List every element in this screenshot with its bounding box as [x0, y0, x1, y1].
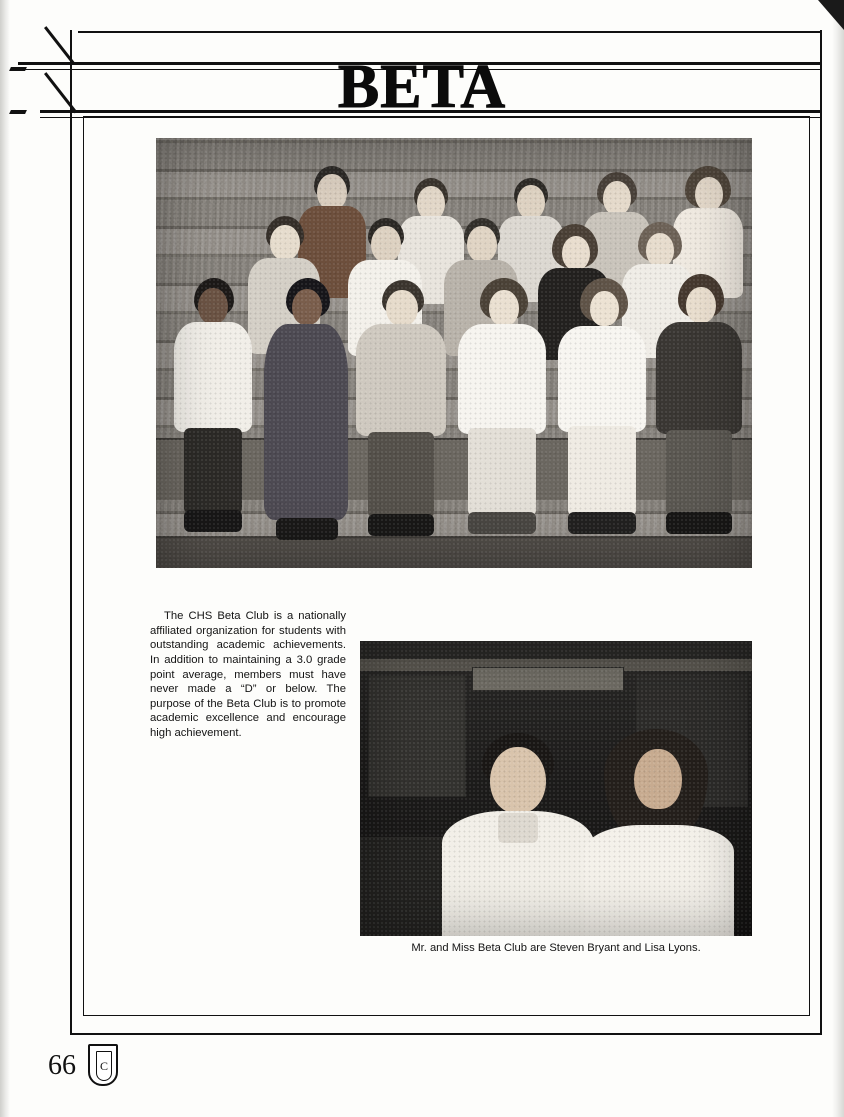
school-crest — [88, 1044, 118, 1086]
shoes — [568, 512, 636, 534]
torso — [458, 324, 546, 434]
shoes — [184, 510, 242, 532]
header-rule-1 — [78, 31, 822, 33]
head — [489, 290, 519, 326]
shoes — [276, 518, 338, 540]
beta-club-group-photo — [156, 138, 752, 568]
group-member — [556, 278, 650, 546]
head — [417, 186, 445, 220]
scan-edge-right — [832, 0, 844, 1117]
head — [603, 181, 631, 215]
head — [590, 291, 619, 326]
photo-caption: Mr. and Miss Beta Club are Steven Bryant and Lisa Lyons. — [411, 942, 701, 954]
window-panel — [472, 667, 624, 691]
legs — [666, 430, 732, 516]
head — [490, 747, 546, 813]
torso — [174, 322, 252, 432]
torso — [356, 324, 446, 436]
head — [270, 225, 300, 260]
scan-edge-left — [0, 0, 10, 1117]
group-member — [654, 274, 746, 546]
group-member — [456, 278, 550, 546]
head — [317, 174, 347, 210]
group-member — [354, 280, 450, 546]
torso — [584, 825, 734, 936]
head — [371, 226, 401, 262]
head — [646, 233, 674, 267]
shoes — [468, 512, 536, 534]
group-member — [260, 278, 352, 546]
legs — [468, 428, 536, 516]
head — [467, 226, 497, 262]
mr-beta-club — [442, 733, 594, 936]
head — [292, 289, 322, 325]
miss-beta-club — [576, 729, 736, 936]
legs — [568, 426, 636, 516]
mr-and-miss-beta-club-photo — [360, 641, 752, 936]
head — [634, 749, 682, 809]
page-number: 66 — [48, 1050, 76, 1081]
head — [686, 287, 716, 323]
shoes — [666, 512, 732, 534]
legs — [368, 432, 434, 518]
torso — [264, 324, 348, 520]
head — [695, 177, 723, 211]
head — [386, 290, 418, 326]
group-member — [170, 278, 256, 538]
collar — [498, 813, 538, 843]
crest-letter: C — [96, 1051, 112, 1081]
head — [198, 288, 228, 324]
head — [562, 236, 590, 270]
shoes — [368, 514, 434, 536]
torso — [558, 326, 646, 432]
torso — [656, 322, 742, 434]
head — [517, 185, 545, 219]
article-body: The CHS Beta Club is a nationally affiliated organization for students with outstanding academic achievements. In addition to maintaining a 3.0 grade point average, members must have never made a “D” or below. The purpose of the Beta Club is to promote academic excellence and encourage high achievement. — [150, 610, 346, 740]
legs — [184, 428, 242, 514]
page-title: BETA — [337, 53, 507, 121]
